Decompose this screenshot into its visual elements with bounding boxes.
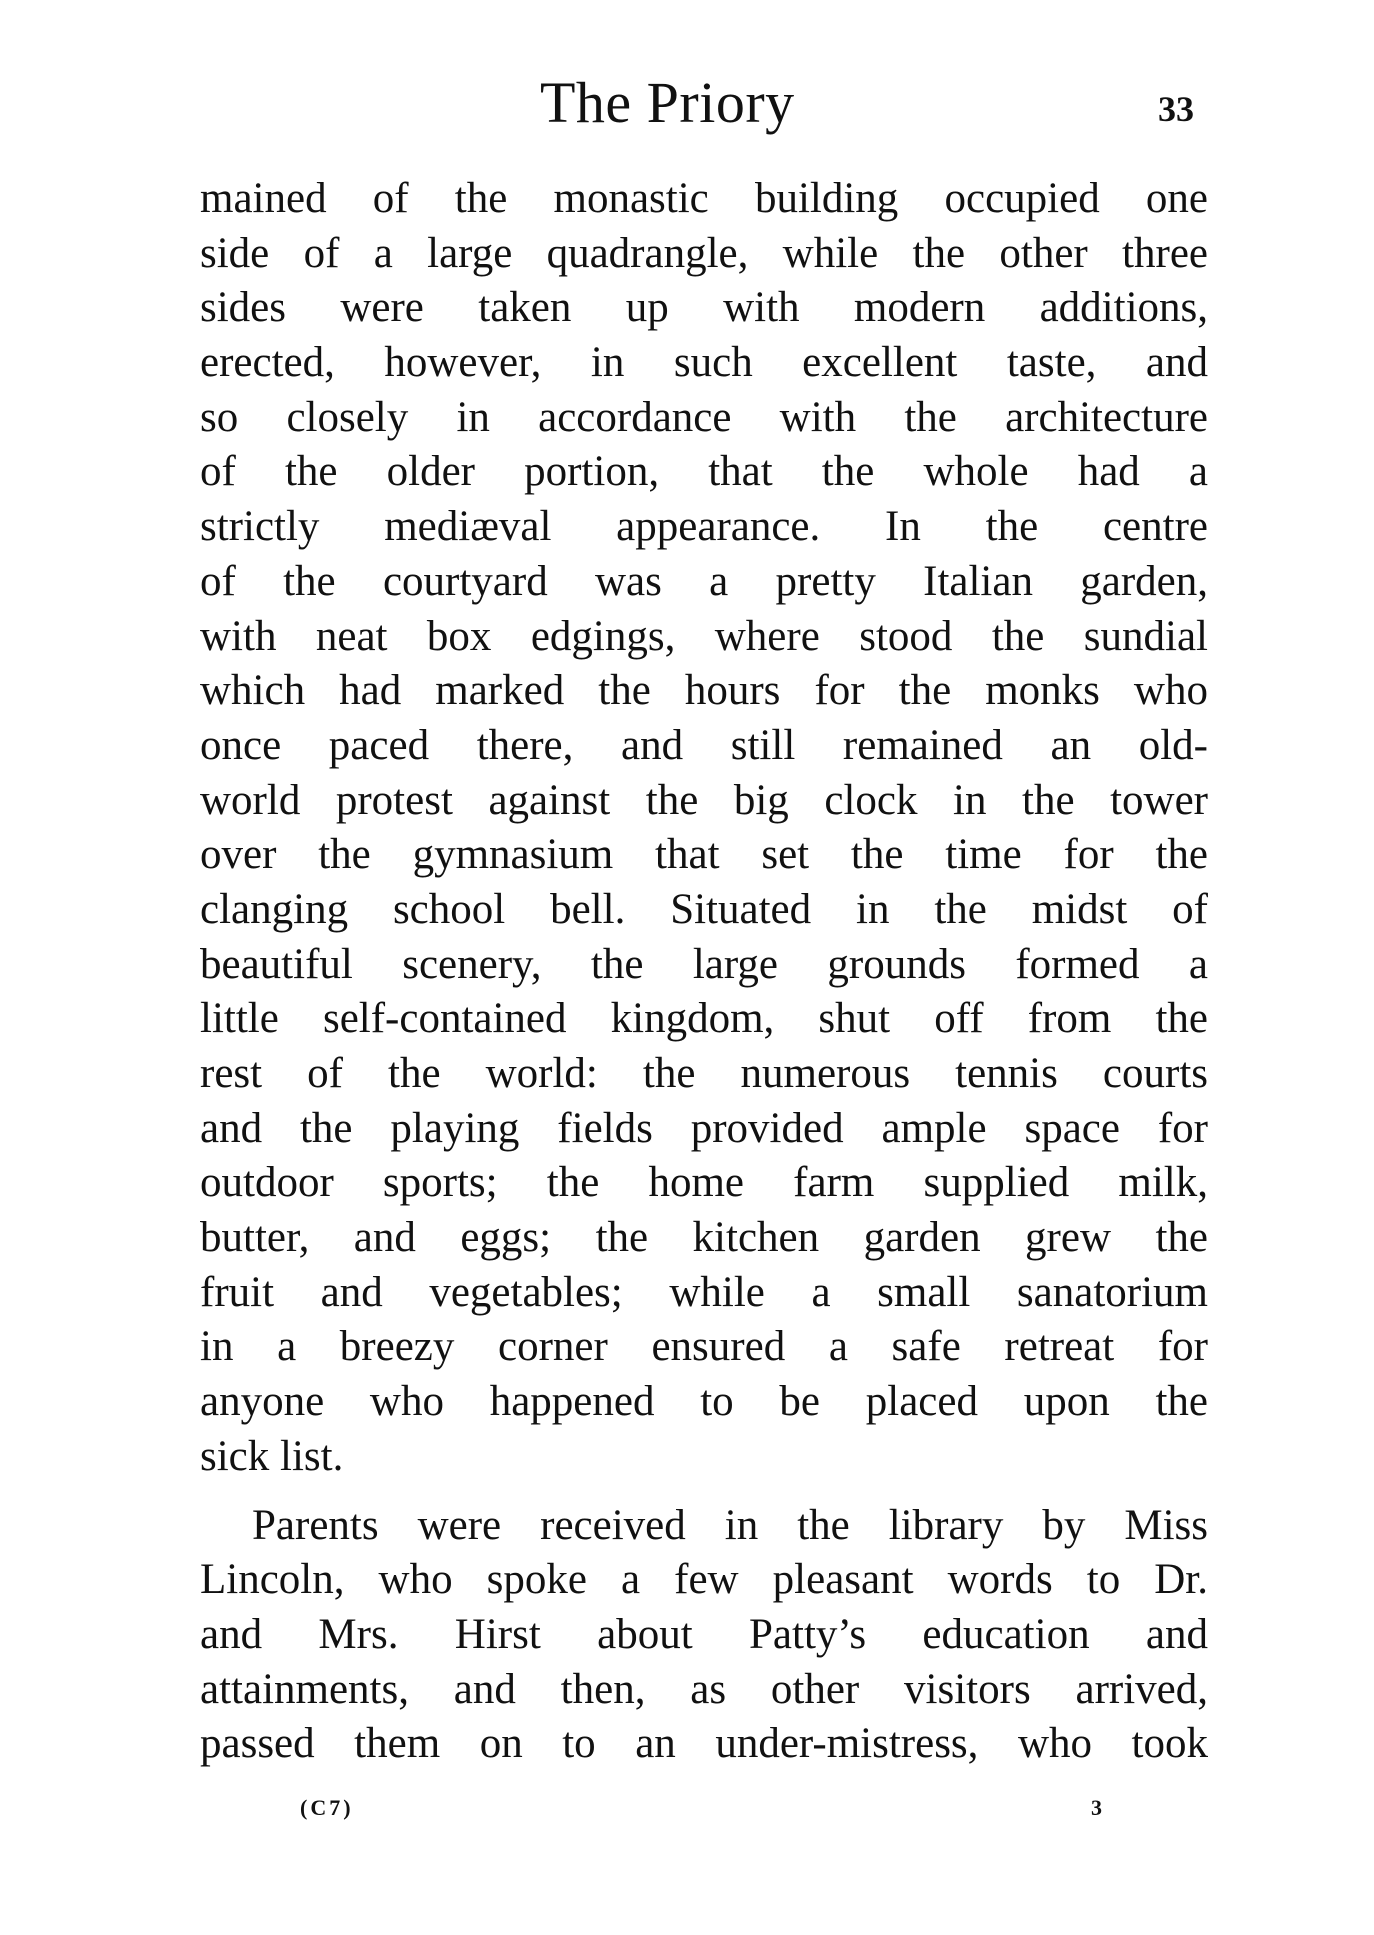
- text-line: mained of the monastic building occupied one: [200, 175, 1208, 222]
- text-line: and the playing fields provided ample space for: [200, 1104, 1208, 1152]
- text-line: and Mrs. Hirst about Patty’s education and: [200, 1610, 1208, 1658]
- text-line: of the courtyard was a pretty Italian garden,: [200, 557, 1208, 605]
- text-line: Lincoln, who spoke a few pleasant words to Dr.: [200, 1556, 1208, 1604]
- text-line: strictly mediæval appearance. In the centre: [200, 503, 1208, 551]
- text-line: with neat box edgings, where stood the sundial: [200, 612, 1208, 660]
- text-line: rest of the world: the numerous tennis courts: [200, 1050, 1208, 1097]
- text-line: passed them on to an under-mistress, who took: [200, 1720, 1208, 1768]
- text-line: once paced there, and still remained an old-: [200, 721, 1208, 769]
- text-line: so closely in accordance with the architecture: [200, 393, 1208, 441]
- text-line: little self-contained kingdom, shut off from the: [200, 995, 1208, 1043]
- text-line: butter, and eggs; the kitchen garden grew the: [200, 1214, 1208, 1262]
- paragraph-1: [200, 172, 1208, 1485]
- page-title: The Priory: [540, 70, 795, 135]
- body-text: [200, 172, 1208, 1772]
- text-line: attainments, and then, as other visitors arrived,: [200, 1665, 1208, 1713]
- text-line: in a breezy corner ensured a safe retreat for: [200, 1323, 1208, 1371]
- text-line: anyone who happened to be placed upon the: [200, 1378, 1208, 1426]
- text-line: erected, however, in such excellent taste, and: [200, 339, 1208, 387]
- text-line: side of a large quadrangle, while the other three: [200, 229, 1208, 277]
- text-line: sick list.: [200, 1432, 344, 1480]
- text-line: clanging school bell. Situated in the midst of: [200, 885, 1208, 933]
- text-line: world protest against the big clock in the tower: [200, 776, 1208, 824]
- text-line: outdoor sports; the home farm supplied milk,: [200, 1159, 1208, 1207]
- text-line: Parents were received in the library by Miss: [252, 1501, 1208, 1549]
- text-line: fruit and vegetables; while a small sanatorium: [200, 1268, 1208, 1316]
- signature-footer: [0, 1790, 1374, 1830]
- paragraph-2: [200, 1499, 1208, 1772]
- signature-number: 3: [1091, 1795, 1102, 1820]
- paragraph-gap: [200, 1485, 1208, 1499]
- text-line: over the gymnasium that set the time for the: [200, 831, 1208, 879]
- text-line: which had marked the hours for the monks who: [200, 667, 1208, 715]
- text-line: sides were taken up with modern additions,: [200, 284, 1208, 332]
- page-number: 33: [1158, 89, 1194, 129]
- signature-code: (C7): [300, 1795, 354, 1820]
- running-head: [0, 68, 1374, 138]
- text-line: of the older portion, that the whole had a: [200, 448, 1208, 496]
- text-line: beautiful scenery, the large grounds formed a: [200, 940, 1208, 988]
